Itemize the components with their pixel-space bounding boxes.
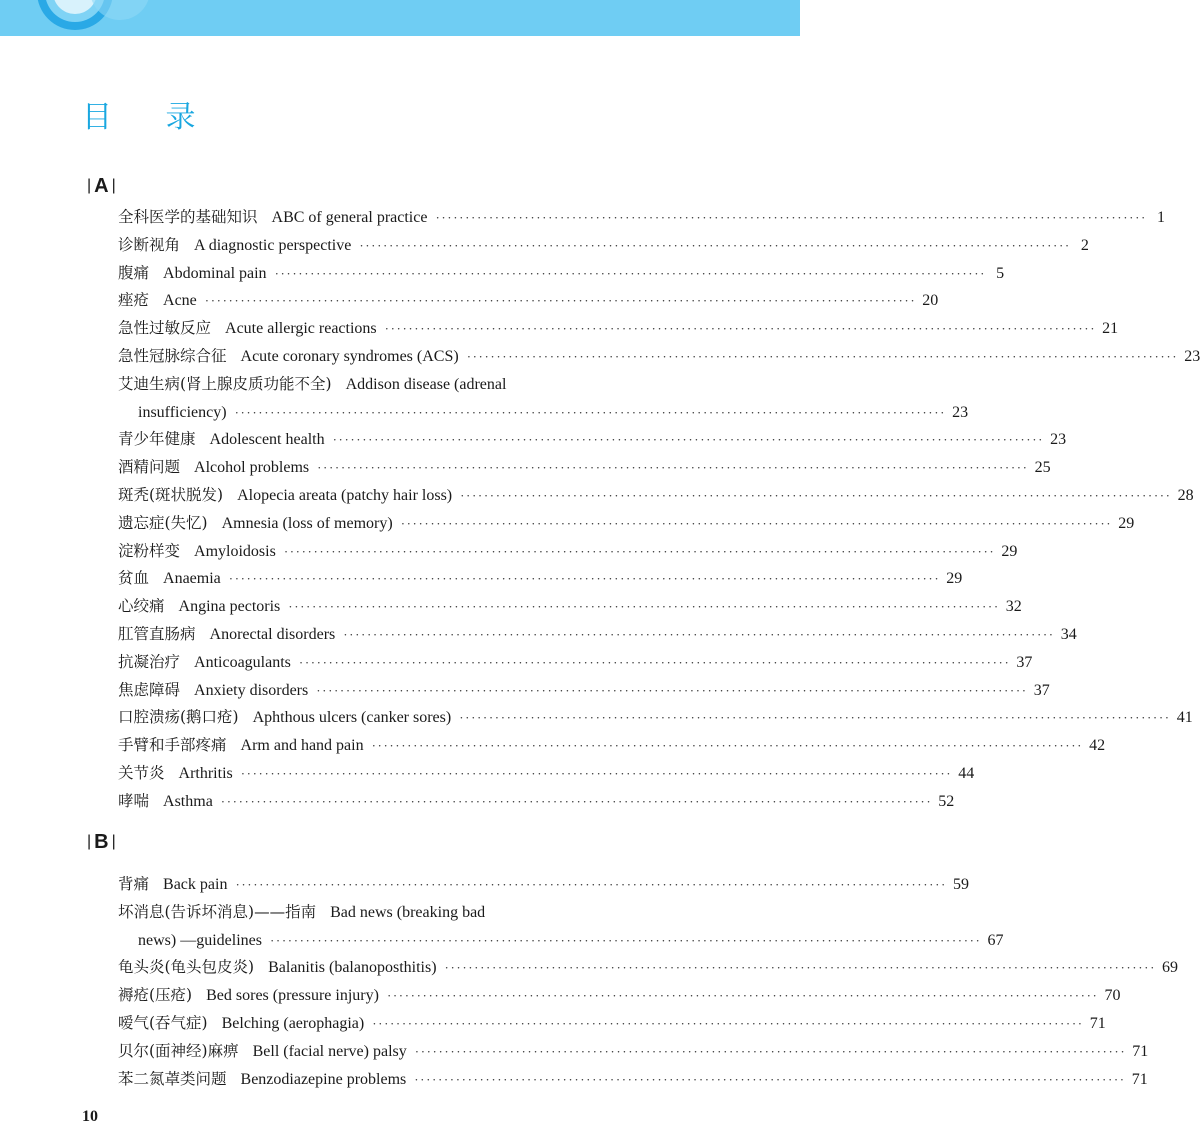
entry-title-zh: 背痛 xyxy=(118,875,150,893)
toc-entry[interactable] xyxy=(118,1066,1148,1094)
entry-title-en: Angina pectoris xyxy=(178,598,281,616)
entry-title-en: Anaemia xyxy=(163,570,221,588)
leader-dots: ························································································································ xyxy=(332,432,1045,448)
entry-page-number: 25 xyxy=(1034,459,1051,477)
entry-title-zh: 全科医学的基础知识 xyxy=(118,208,258,226)
entry-title-zh: 酒精问题 xyxy=(118,458,181,477)
leader-dots: ························································································································ xyxy=(288,599,1000,615)
leader-dots: ························································································································ xyxy=(371,738,1084,754)
leader-dots: ························································································································ xyxy=(316,682,1028,698)
toc-entry[interactable] xyxy=(118,565,963,593)
page-number: 10 xyxy=(82,1108,98,1125)
entry-title-zh: 艾迪生病(肾上腺皮质功能不全) xyxy=(118,374,332,393)
entry-title-en: Asthma xyxy=(163,792,213,810)
entry-title-en: Abdominal pain xyxy=(163,264,267,282)
toc-entry[interactable] xyxy=(118,677,1050,705)
entry-page-number: 71 xyxy=(1089,1014,1106,1032)
toc-entry[interactable] xyxy=(118,1038,1149,1066)
leader-dots: ························································································································ xyxy=(414,1043,1127,1059)
leader-dots: ························································································································ xyxy=(359,237,1071,253)
toc-entry[interactable] xyxy=(118,760,975,788)
leader-dots: ························································································································ xyxy=(269,932,982,948)
entry-title-en: Aphthous ulcers (canker sores) xyxy=(252,709,452,727)
toc-entry[interactable] xyxy=(118,260,1005,288)
leader-dots: ························································································································ xyxy=(444,960,1157,976)
entry-title-zh: 手臂和手部疼痛 xyxy=(118,736,227,755)
entry-page-number: 23 xyxy=(1184,347,1200,365)
entry-title-en: Arm and hand pain xyxy=(240,737,364,755)
toc-entry[interactable] xyxy=(118,454,1051,482)
entry-title-en: Acute allergic reactions xyxy=(225,320,377,338)
section-head-b: | B | xyxy=(87,831,116,853)
toc-entry[interactable] xyxy=(118,954,1179,982)
entry-page-number: 28 xyxy=(1177,486,1194,504)
entry-page-number: 44 xyxy=(958,764,975,782)
entry-title-zh: 淀粉样变 xyxy=(118,541,181,560)
entry-page-number: 5 xyxy=(996,264,1005,282)
entry-page-number: 37 xyxy=(1016,653,1033,671)
toc-entry[interactable] xyxy=(118,621,1077,649)
entry-page-number: 52 xyxy=(938,792,955,810)
entry-title-zh: 心绞痛 xyxy=(118,597,165,616)
toc-entry[interactable] xyxy=(118,204,1165,232)
leader-dots: ························································································································ xyxy=(317,460,1029,476)
entry-page-number: 42 xyxy=(1089,737,1106,755)
entry-page-number: 69 xyxy=(1162,959,1179,977)
toc-entry[interactable] xyxy=(118,788,955,816)
entry-title-en: Acne xyxy=(163,292,197,310)
toc-entry[interactable] xyxy=(118,982,1121,1010)
toc-entry[interactable] xyxy=(118,732,1106,760)
entry-page-number: 70 xyxy=(1104,987,1121,1005)
leader-dots: ························································································································ xyxy=(228,571,941,587)
toc-entry[interactable] xyxy=(118,510,1135,538)
entry-title-en: Acute coronary syndromes (ACS) xyxy=(240,347,459,365)
leader-dots: ························································································································ xyxy=(274,265,987,281)
entry-title-en: Anxiety disorders xyxy=(194,681,309,699)
toc-entry[interactable] xyxy=(118,538,1018,566)
entry-title-en: Alcohol problems xyxy=(194,459,310,477)
entry-page-number: 29 xyxy=(1001,542,1018,560)
entry-title-zh: 诊断视角 xyxy=(118,235,181,254)
entry-title-zh: 坏消息(告诉坏消息)——指南 xyxy=(118,902,317,921)
entry-title-zh: 苯二氮䓬类问题 xyxy=(118,1069,227,1088)
entry-page-number: 37 xyxy=(1033,681,1050,699)
entry-title-en: Amyloidosis xyxy=(194,542,276,560)
leader-dots: ························································································································ xyxy=(298,654,1011,670)
toc-entry[interactable] xyxy=(118,371,969,427)
entry-title-en: Benzodiazepine problems xyxy=(240,1070,407,1088)
toc-entry[interactable] xyxy=(118,899,1004,955)
entry-title-en: A diagnostic perspective xyxy=(194,236,352,254)
entry-title-en: Adolescent health xyxy=(209,431,325,449)
entry-title-zh: 焦虑障碍 xyxy=(118,680,181,699)
entry-title-en: ABC of general practice xyxy=(271,209,428,226)
entry-title-zh: 贝尔(面神经)麻痹 xyxy=(118,1041,239,1060)
entry-title-zh: 急性过敏反应 xyxy=(118,319,212,338)
entry-page-number: 29 xyxy=(1118,514,1135,532)
toc-entry[interactable] xyxy=(118,343,1200,371)
toc-entry[interactable] xyxy=(118,426,1067,454)
entry-page-number: 23 xyxy=(1050,431,1067,449)
leader-dots: ························································································································ xyxy=(414,1071,1126,1087)
entry-title-zh: 痤疮 xyxy=(118,291,150,310)
entry-page-number: 1 xyxy=(1156,209,1165,226)
leader-dots: ························································································································ xyxy=(235,877,947,892)
section-letter: A xyxy=(94,175,109,197)
leader-dots: ························································································································ xyxy=(384,321,1097,337)
leader-dots: ························································································································ xyxy=(220,793,933,809)
entry-page-number: 23 xyxy=(952,403,969,421)
entry-title-zh: 肛管直肠病 xyxy=(118,624,196,643)
section-letter: B xyxy=(94,831,109,853)
entry-title-zh: 口腔溃疡(鹅口疮) xyxy=(118,708,239,727)
leader-dots: ························································································································ xyxy=(283,543,996,559)
entry-page-number: 67 xyxy=(987,931,1004,949)
entry-page-number: 71 xyxy=(1132,1042,1149,1060)
entry-title-zh: 急性冠脉综合征 xyxy=(118,346,227,365)
entry-title-en: Anticoagulants xyxy=(194,653,291,671)
entry-title-zh: 斑秃(斑状脱发) xyxy=(118,485,224,504)
toc-entry[interactable] xyxy=(118,649,1033,677)
entry-title-zh: 腹痛 xyxy=(118,263,150,282)
entry-title-zh: 青少年健康 xyxy=(118,430,196,449)
entry-title-en: Arthritis xyxy=(178,764,233,782)
entry-page-number: 21 xyxy=(1102,320,1119,338)
entry-title-en: Anorectal disorders xyxy=(209,625,336,643)
toc-list-a xyxy=(118,204,1200,816)
leader-dots: ························································································································ xyxy=(400,515,1113,531)
toc-entry[interactable] xyxy=(118,1010,1106,1038)
entry-title-en: Bell (facial nerve) palsy xyxy=(252,1042,407,1060)
entry-title-en-continued: insufficiency) xyxy=(138,403,227,421)
leader-dots: ························································································································ xyxy=(459,710,1171,726)
page-title: 目 录 xyxy=(82,100,218,135)
entry-page-number: 32 xyxy=(1005,598,1022,616)
leader-dots: ························································································································ xyxy=(234,404,947,420)
toc-entry[interactable] xyxy=(118,593,1022,621)
leader-dots: ························································································································ xyxy=(240,765,953,781)
toc-entry[interactable] xyxy=(118,482,1194,510)
entry-title-en: Balanitis (balanoposthitis) xyxy=(268,959,437,977)
leader-dots: ························································································································ xyxy=(204,293,917,309)
toc-entry[interactable] xyxy=(118,287,939,315)
entry-title-zh: 关节炎 xyxy=(118,763,165,782)
entry-title-zh: 遗忘症(失忆) xyxy=(118,513,208,532)
leader-dots: ························································································································ xyxy=(343,626,1055,642)
entry-page-number: 71 xyxy=(1131,1070,1148,1088)
toc-entry[interactable] xyxy=(118,232,1089,260)
entry-page-number: 29 xyxy=(946,570,963,588)
entry-title-en: Bed sores (pressure injury) xyxy=(206,987,379,1005)
leader-dots: ························································································································ xyxy=(466,348,1179,364)
entry-title-en: Amnesia (loss of memory) xyxy=(221,514,393,532)
entry-title-zh: 抗凝治疗 xyxy=(118,652,181,671)
toc-entry[interactable] xyxy=(118,704,1193,732)
entry-title-en: Bad news (breaking bad xyxy=(330,903,486,921)
toc-entry[interactable] xyxy=(118,315,1119,343)
entry-title-en: Addison disease (adrenal xyxy=(345,375,507,393)
section-head-a: | A | xyxy=(87,175,116,197)
toc-list-b xyxy=(118,871,1179,1093)
entry-page-number: 20 xyxy=(922,292,939,310)
entry-page-number: 41 xyxy=(1176,709,1193,727)
entry-title-en: Back pain xyxy=(163,876,228,893)
leader-dots: ························································································································ xyxy=(372,1015,1084,1031)
entry-title-zh: 褥疮(压疮) xyxy=(118,986,193,1005)
circle-decoration-icon xyxy=(0,0,800,36)
entry-title-zh: 龟头炎(龟头包皮炎) xyxy=(118,958,255,977)
entry-page-number: 2 xyxy=(1080,236,1089,254)
entry-page-number: 59 xyxy=(952,876,969,893)
entry-title-zh: 贫血 xyxy=(118,569,150,588)
entry-title-zh: 嗳气(吞气症) xyxy=(118,1013,208,1032)
toc-entry[interactable] xyxy=(118,871,969,899)
leader-dots: ························································································································ xyxy=(435,210,1147,225)
leader-dots: ························································································································ xyxy=(386,988,1099,1004)
entry-page-number: 34 xyxy=(1060,625,1077,643)
entry-title-en: Alopecia areata (patchy hair loss) xyxy=(237,486,453,504)
entry-title-en: Belching (aerophagia) xyxy=(221,1014,365,1032)
leader-dots: ························································································································ xyxy=(460,487,1172,503)
entry-title-en-continued: news) —guidelines xyxy=(138,931,262,949)
entry-title-zh: 哮喘 xyxy=(118,791,150,810)
